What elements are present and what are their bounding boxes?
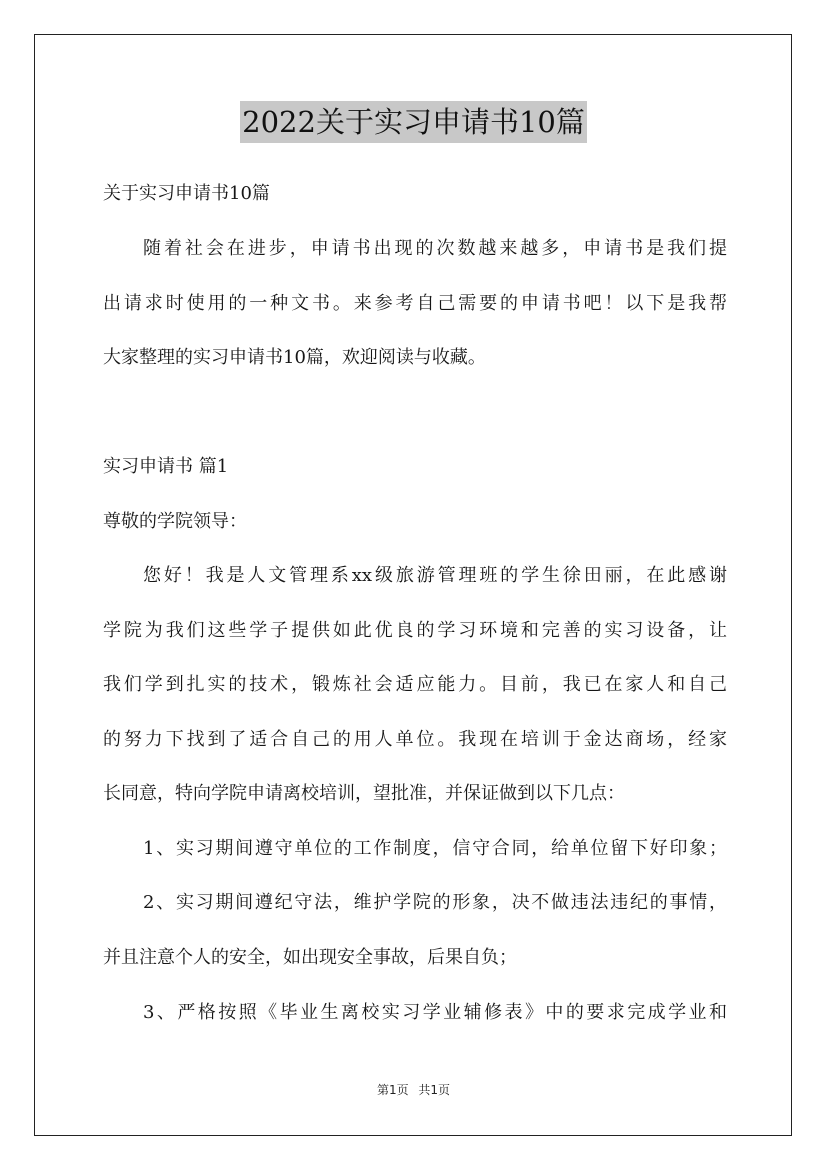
paragraph-line: 长同意，特向学院申请离校培训，望批准，并保证做到以下几点：: [103, 783, 625, 804]
salutation: 尊敬的学院领导：: [103, 511, 247, 532]
page-number: 第1页: [376, 1083, 409, 1097]
list-item: 1、实习期间遵守单位的工作制度，信守合同，给单位留下好印象；: [143, 838, 727, 859]
paragraph-line: 我们学到扎实的技术，锻炼社会适应能力。目前，我已在家人和自己: [103, 674, 727, 695]
list-item: 3、严格按照《毕业生离校实习学业辅修表》中的要求完成学业和: [143, 1002, 727, 1023]
section-heading: 实习申请书 篇1: [103, 456, 229, 477]
page-footer: [0, 1082, 827, 1098]
paragraph-line: 大家整理的实习申请书10篇，欢迎阅读与收藏。: [103, 347, 486, 368]
list-item: 2、实习期间遵纪守法，维护学院的形象，决不做违法违纪的事情，: [143, 892, 727, 913]
paragraph-line: 出请求时使用的一种文书。来参考自己需要的申请书吧！以下是我帮: [103, 293, 727, 314]
doc-subtitle: 关于实习申请书10篇: [103, 183, 270, 204]
paragraph-line: 学院为我们这些学子提供如此优良的学习环境和完善的实习设备，让: [103, 620, 727, 641]
title-container: [0, 101, 827, 143]
paragraph-line: 的努力下找到了适合自己的用人单位。我现在培训于金达商场，经家: [103, 729, 727, 750]
paragraph-line: 您好！我是人文管理系xx级旅游管理班的学生徐田丽，在此感谢: [143, 565, 727, 586]
page-total: 共1页: [418, 1083, 451, 1097]
paragraph-line: 随着社会在进步，申请书出现的次数越来越多，申请书是我们提: [143, 238, 727, 259]
list-item-continuation: 并且注意个人的安全，如出现安全事故，后果自负；: [103, 947, 517, 968]
document-title: 2022关于实习申请书10篇: [240, 101, 587, 143]
